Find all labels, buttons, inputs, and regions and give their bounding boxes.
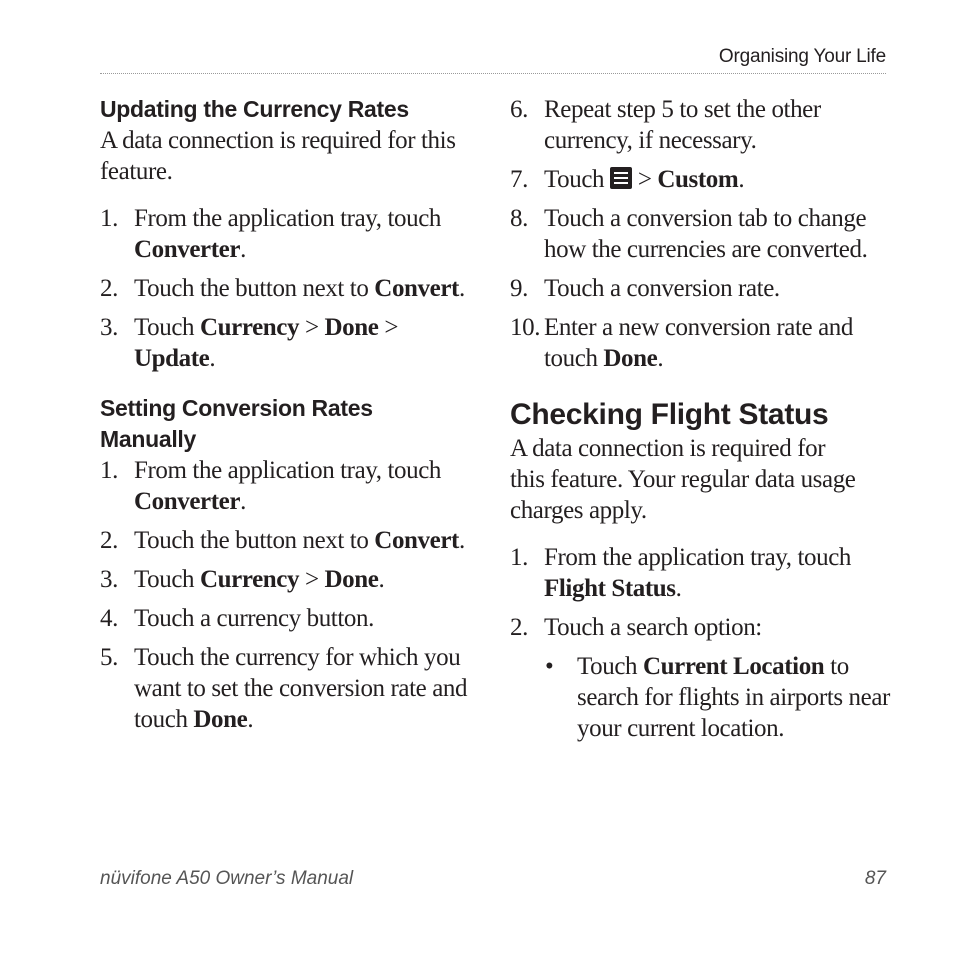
page-number: 87 [864,868,886,889]
step-keyword: Done [324,566,379,593]
step-text: Touch [134,566,200,593]
step-number: 2. [100,275,118,302]
step-text: Touch the currency for which you want to set the conversion rate and touch [134,644,468,733]
list-item [100,312,472,374]
step-text: Enter a new conversion rate and touch [544,314,853,372]
step-number: 6. [510,96,528,123]
list-item [100,525,472,556]
section-heading-flight-status: Checking Flight Status [510,398,829,431]
list-item [510,94,890,156]
left-column [100,94,472,735]
step-keyword: Converter [134,488,241,515]
step-text: Touch [134,314,200,341]
list-item [100,455,472,517]
section-heading-updating-rates: Updating the Currency Rates [100,96,409,122]
step-number: 1. [510,544,528,571]
step-end: . [209,345,216,372]
step-text: From the application tray, touch [544,544,852,571]
step-end: . [240,488,246,515]
step-separator: > [631,166,658,193]
step-keyword: Custom [657,166,739,193]
sub-bullet-item [544,651,890,744]
step-number: 3. [100,566,118,593]
step-number: 3. [100,314,118,341]
menu-icon [610,167,632,189]
step-number: 4. [100,605,118,632]
step-keyword: Done [193,706,248,733]
step-end: . [240,236,246,263]
footer-manual-title: nüvifone A50 Owner’s Manual [100,868,354,889]
step-text: Touch the button next to [134,527,375,554]
step-keyword: Currency [199,566,300,593]
step-text: Touch a conversion rate. [544,275,780,302]
step-number: 5. [100,644,118,671]
step-end: . [657,345,664,372]
step-text: From the application tray, touch [134,205,442,232]
step-keyword: Convert [374,527,459,554]
step-separator: > [299,314,325,341]
list-item [100,273,472,304]
step-number: 1. [100,205,118,232]
intro-paragraph: A data connection is required for this feature. Your regular data usage charges apply. [510,435,856,524]
step-keyword: Current Location [642,653,825,680]
step-separator: > [299,566,325,593]
step-separator: > [378,314,399,341]
step-text: Touch a conversion tab to change how the currencies are converted. [544,205,868,263]
list-item [100,642,472,735]
step-text: Touch the button next to [134,275,375,302]
step-number: 2. [510,614,528,641]
intro-paragraph: A data connection is required for this feature. [100,127,456,185]
steps-list-updating-rates [100,203,472,374]
step-number: 2. [100,527,118,554]
step-text: Touch [544,166,610,193]
running-header-title: Organising Your Life [718,46,886,67]
step-end: . [247,706,254,733]
list-item [510,164,890,195]
steps-list-setting-rates [100,455,472,735]
step-end: . [675,575,682,602]
step-number: 8. [510,205,528,232]
step-keyword: Done [324,314,379,341]
step-keyword: Done [603,345,658,372]
list-item [510,542,890,604]
bullet: • [545,653,554,680]
step-text: to search for flights in airports near your current location. [577,653,890,742]
step-text: Touch a currency button. [134,605,374,632]
step-end: . [458,527,465,554]
step-keyword: Update [134,345,210,372]
step-number: 7. [510,166,528,193]
step-text: Touch [577,653,643,680]
header-divider [100,73,886,74]
list-item [100,564,472,595]
step-number: 1. [100,457,118,484]
step-text: Touch a search option: [544,614,762,641]
list-item [510,312,890,374]
steps-list-continued [510,94,890,374]
step-text: Repeat step 5 to set the other currency, if necessary. [544,96,821,154]
step-keyword: Converter [134,236,241,263]
step-number: 10. [510,314,541,341]
step-keyword: Currency [199,314,300,341]
step-end: . [738,166,745,193]
step-keyword: Convert [374,275,459,302]
step-text: From the application tray, touch [134,457,442,484]
step-number: 9. [510,275,528,302]
step-end: . [378,566,385,593]
list-item [100,603,472,634]
step-end: . [458,275,465,302]
list-item [100,203,472,265]
section-heading-setting-rates: Setting Conversion Rates Manually [100,395,373,452]
list-item [510,273,890,304]
list-item [510,612,890,744]
step-keyword: Flight Status [544,575,676,602]
right-column [510,94,890,744]
list-item [510,203,890,265]
steps-list-flight-status [510,542,890,744]
